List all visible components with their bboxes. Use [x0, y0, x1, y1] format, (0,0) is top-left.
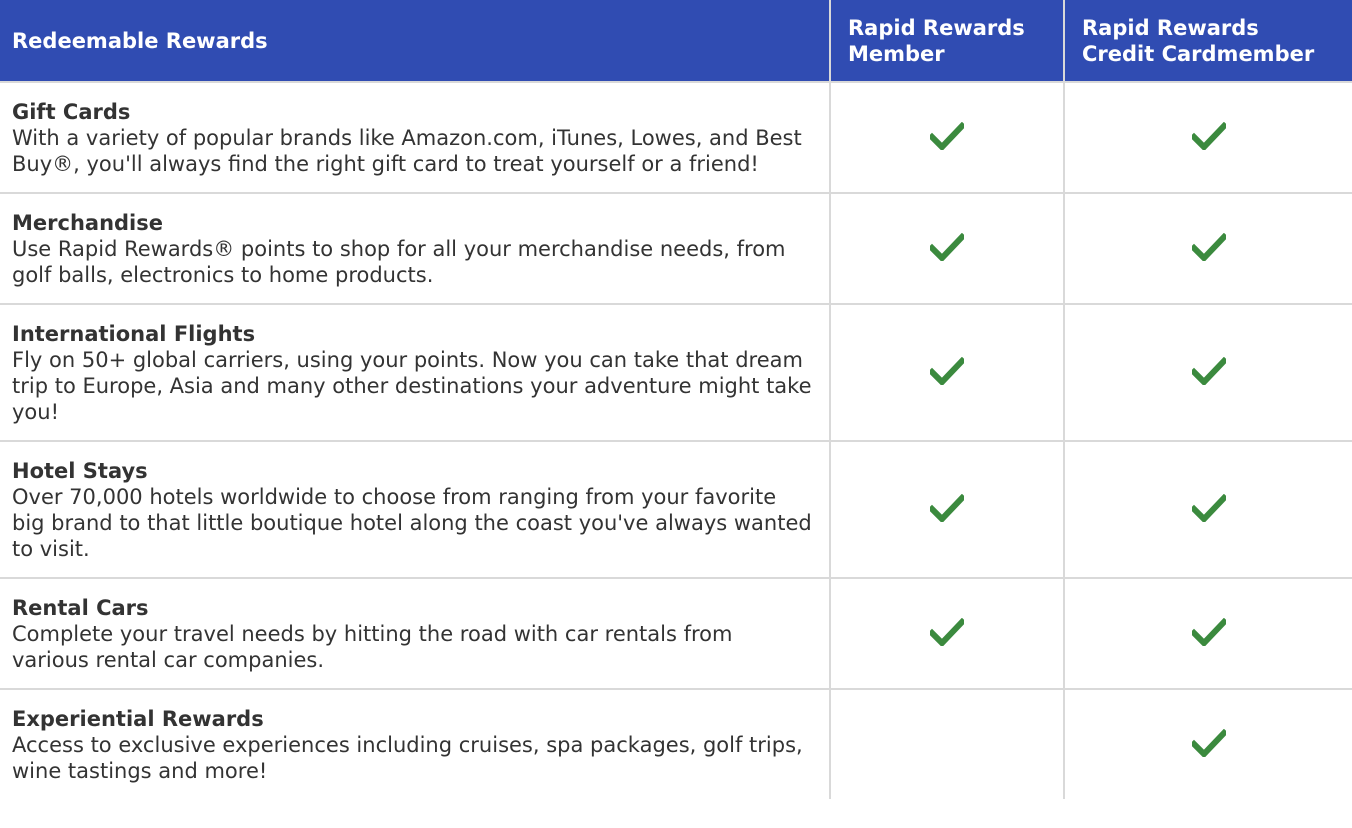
reward-description: Fly on 50+ global carriers, using your points. Now you can take that dream trip to Europe, Asia and many other destinations your adventure might take you! — [12, 348, 812, 424]
header-member — [830, 0, 1064, 82]
reward-description: With a variety of popular brands like Amazon.com, iTunes, Lowes, and Best Buy®, you'll always find the right gift card to treat yourself or a friend! — [12, 126, 802, 176]
member-cell — [830, 304, 1064, 441]
check-icon — [1192, 357, 1226, 385]
header-member-line1: Rapid Rewards — [848, 15, 1025, 40]
member-cell — [830, 578, 1064, 689]
reward-title: Hotel Stays — [12, 459, 148, 483]
check-icon — [930, 122, 964, 150]
table-row — [0, 82, 1352, 193]
header-redeemable-rewards: Redeemable Rewards — [0, 0, 830, 82]
reward-description: Access to exclusive experiences including cruises, spa packages, golf trips, wine tastings and more! — [12, 733, 803, 783]
check-icon — [1192, 122, 1226, 150]
header-cardmember — [1064, 0, 1352, 82]
member-cell — [830, 689, 1064, 799]
cardmember-cell — [1064, 82, 1352, 193]
reward-title: Gift Cards — [12, 100, 131, 124]
reward-cell — [0, 193, 830, 304]
reward-description: Use Rapid Rewards® points to shop for all your merchandise needs, from golf balls, electronics to home products. — [12, 237, 786, 287]
reward-title: Merchandise — [12, 211, 163, 235]
check-icon — [930, 618, 964, 646]
reward-title: Experiential Rewards — [12, 707, 264, 731]
check-icon — [930, 494, 964, 522]
table-row — [0, 441, 1352, 578]
reward-cell — [0, 82, 830, 193]
check-icon — [1192, 618, 1226, 646]
check-icon — [1192, 233, 1226, 261]
table-header — [0, 0, 1352, 82]
cardmember-cell — [1064, 689, 1352, 799]
check-icon — [1192, 729, 1226, 757]
member-cell — [830, 82, 1064, 193]
header-member-line2: Member — [848, 41, 945, 66]
reward-cell — [0, 689, 830, 799]
header-cardmember-line2: Credit Cardmember — [1082, 41, 1315, 66]
table-body — [0, 82, 1352, 799]
reward-cell — [0, 441, 830, 578]
member-cell — [830, 441, 1064, 578]
reward-title: Rental Cars — [12, 596, 149, 620]
member-cell — [830, 193, 1064, 304]
reward-description: Over 70,000 hotels worldwide to choose from ranging from your favorite big brand to that little boutique hotel along the coast you've always wanted to visit. — [12, 485, 812, 561]
cardmember-cell — [1064, 441, 1352, 578]
reward-title: International Flights — [12, 322, 256, 346]
table-row — [0, 578, 1352, 689]
cardmember-cell — [1064, 193, 1352, 304]
table-row — [0, 689, 1352, 799]
header-cardmember-line1: Rapid Rewards — [1082, 15, 1259, 40]
reward-cell — [0, 304, 830, 441]
check-icon — [930, 357, 964, 385]
cardmember-cell — [1064, 578, 1352, 689]
table-row — [0, 304, 1352, 441]
table-row — [0, 193, 1352, 304]
reward-cell — [0, 578, 830, 689]
check-icon — [930, 233, 964, 261]
reward-description: Complete your travel needs by hitting the road with car rentals from various rental car companies. — [12, 622, 733, 672]
check-icon — [1192, 494, 1226, 522]
cardmember-cell — [1064, 304, 1352, 441]
header-row — [0, 0, 1352, 82]
